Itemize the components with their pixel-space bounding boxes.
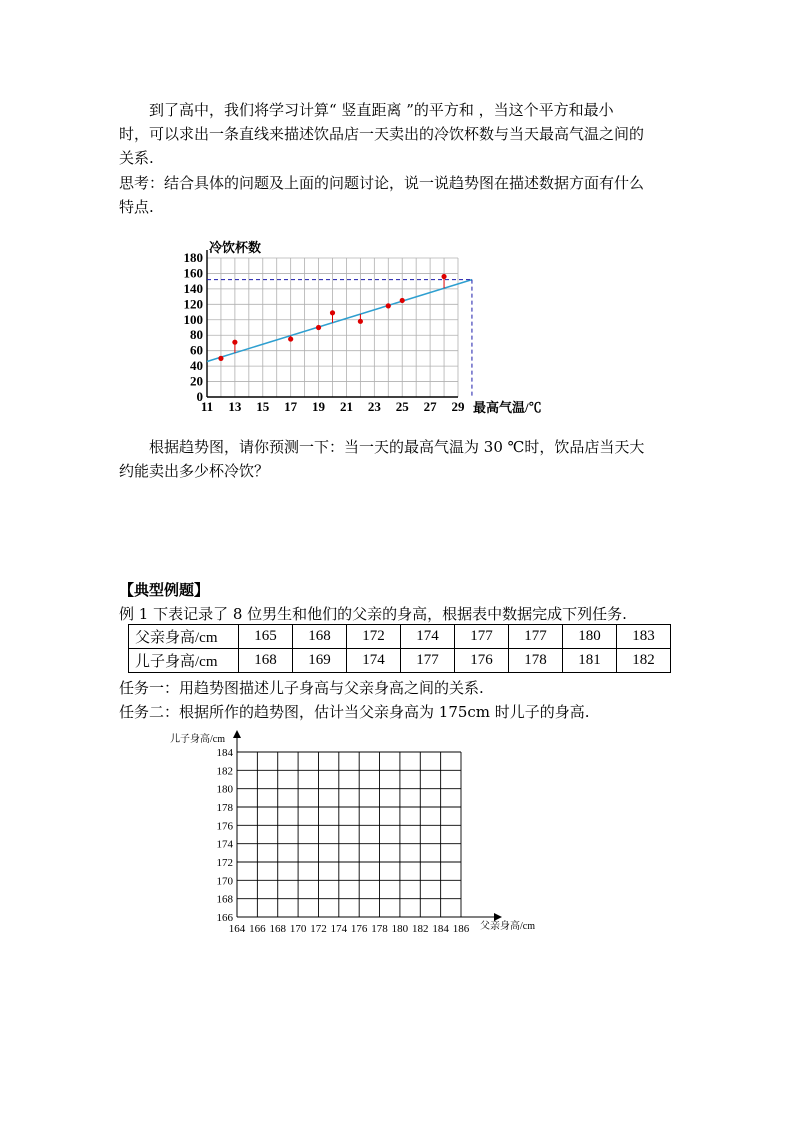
table-cell: 177 [509, 625, 563, 649]
table-cell: 168 [239, 649, 293, 673]
row-header: 儿子身高/cm [129, 649, 239, 673]
data-point [358, 319, 363, 324]
example-statement: 例 1 下表记录了 8 位男生和他们的父亲的身高，根据表中数据完成下列任务. [119, 605, 627, 623]
table-cell: 172 [347, 625, 401, 649]
x-tick-label: 23 [367, 399, 381, 414]
table-cell: 169 [293, 649, 347, 673]
x-tick-label: 170 [289, 923, 307, 935]
y-tick-label: 0 [196, 389, 203, 404]
x-tick-label: 168 [269, 923, 286, 935]
table-cell: 165 [239, 625, 293, 649]
y-tick-label: 184 [216, 747, 233, 759]
data-point [218, 356, 223, 361]
table-cell: 177 [401, 649, 455, 673]
x-tick-label: 176 [350, 923, 368, 935]
x-tick-label: 15 [256, 399, 270, 414]
think-line-1: 思考：结合具体的问题及上面的问题讨论，说一说趋势图在描述数据方面有什么 [119, 174, 645, 192]
x-axis-label: 父亲身高/cm [480, 921, 535, 932]
y-tick-label: 20 [190, 373, 203, 389]
think-line-2: 特点. [119, 198, 154, 216]
table-cell: 180 [563, 625, 617, 649]
table-cell: 178 [509, 649, 563, 673]
trend-line [207, 280, 472, 362]
y-tick-label: 60 [190, 342, 203, 358]
task-two: 任务二：根据所作的趋势图，估计当父亲身高为 175cm 时儿子的身高. [119, 703, 590, 721]
data-point [400, 298, 405, 303]
x-tick-label: 25 [395, 399, 409, 414]
section-heading: 【典型例题】 [119, 581, 210, 599]
x-tick-label: 164 [228, 923, 246, 935]
height-table [128, 624, 671, 673]
data-point [288, 336, 293, 341]
y-tick-label: 140 [183, 280, 203, 296]
x-tick-label: 17 [284, 399, 298, 414]
y-tick-label: 176 [216, 820, 233, 833]
y-tick-label: 180 [183, 250, 203, 265]
intro-line-2: 时，可以求出一条直线来描述饮品店一天卖出的冷饮杯数与当天最高气温之间的 [119, 125, 645, 143]
data-point [316, 325, 321, 330]
table-cell: 181 [563, 649, 617, 673]
intro-line-3: 关系. [119, 149, 154, 167]
predict-line-2: 约能卖出多少杯冷饮？ [119, 462, 270, 480]
x-tick-label: 27 [423, 399, 437, 414]
data-point [386, 303, 391, 308]
y-tick-label: 170 [216, 875, 233, 888]
table-cell: 183 [617, 625, 671, 649]
y-tick-label: 174 [216, 838, 233, 851]
row-header: 父亲身高/cm [129, 625, 239, 649]
table-cell: 168 [293, 625, 347, 649]
x-tick-label: 178 [371, 923, 388, 935]
y-tick-label: 80 [190, 327, 203, 343]
table-cell: 177 [455, 625, 509, 649]
y-tick-label: 172 [216, 857, 233, 869]
x-tick-label: 182 [412, 923, 429, 935]
y-axis-label: 冷饮杯数 [209, 240, 262, 255]
table-cell: 182 [617, 649, 671, 673]
y-tick-label: 182 [216, 765, 233, 778]
data-point [232, 340, 237, 345]
table-cell: 174 [347, 649, 401, 673]
x-tick-label: 174 [330, 923, 348, 935]
y-tick-label: 40 [190, 358, 203, 374]
intro-line-1: 到了高中，我们将学习计算“ 竖直距离 ”的平方和 ，当这个平方和最小 [149, 101, 614, 119]
y-tick-label: 180 [216, 783, 233, 796]
table-cell: 174 [401, 625, 455, 649]
chart-grid [207, 250, 458, 397]
x-tick-label: 180 [391, 923, 409, 935]
y-tick-label: 168 [216, 893, 233, 906]
chart-labels [170, 732, 535, 935]
table-cell: 176 [455, 649, 509, 673]
y-tick-label: 178 [216, 802, 233, 814]
x-tick-label: 29 [451, 399, 465, 414]
x-tick-label: 172 [310, 923, 327, 935]
x-tick-label: 13 [228, 399, 242, 414]
data-point [330, 310, 335, 315]
chart-labels [184, 240, 542, 415]
x-axis-label: 最高气温/℃ [473, 400, 542, 415]
table-row [129, 625, 671, 649]
x-tick-label: 186 [452, 923, 470, 935]
y-tick-label: 166 [216, 912, 233, 924]
height-trend-grid-chart [160, 724, 560, 944]
y-tick-label: 120 [183, 296, 203, 312]
x-tick-label: 21 [339, 399, 353, 414]
data-point [441, 274, 446, 279]
y-tick-label: 100 [183, 311, 203, 327]
x-tick-label: 166 [249, 923, 266, 935]
task-one: 任务一：用趋势图描述儿子身高与父亲身高之间的关系. [119, 679, 484, 697]
x-tick-label: 184 [432, 923, 449, 935]
chart-grid [237, 732, 500, 917]
x-tick-label: 11 [200, 399, 214, 414]
cold-drink-trend-chart [170, 238, 570, 420]
table-row [129, 649, 671, 673]
x-tick-label: 19 [312, 399, 326, 414]
predict-line-1: 根据趋势图，请你预测一下：当一天的最高气温为 30 ℃时，饮品店当天大 [149, 438, 645, 456]
y-axis-label: 儿子身高/cm [170, 734, 225, 745]
y-tick-label: 160 [183, 265, 203, 281]
